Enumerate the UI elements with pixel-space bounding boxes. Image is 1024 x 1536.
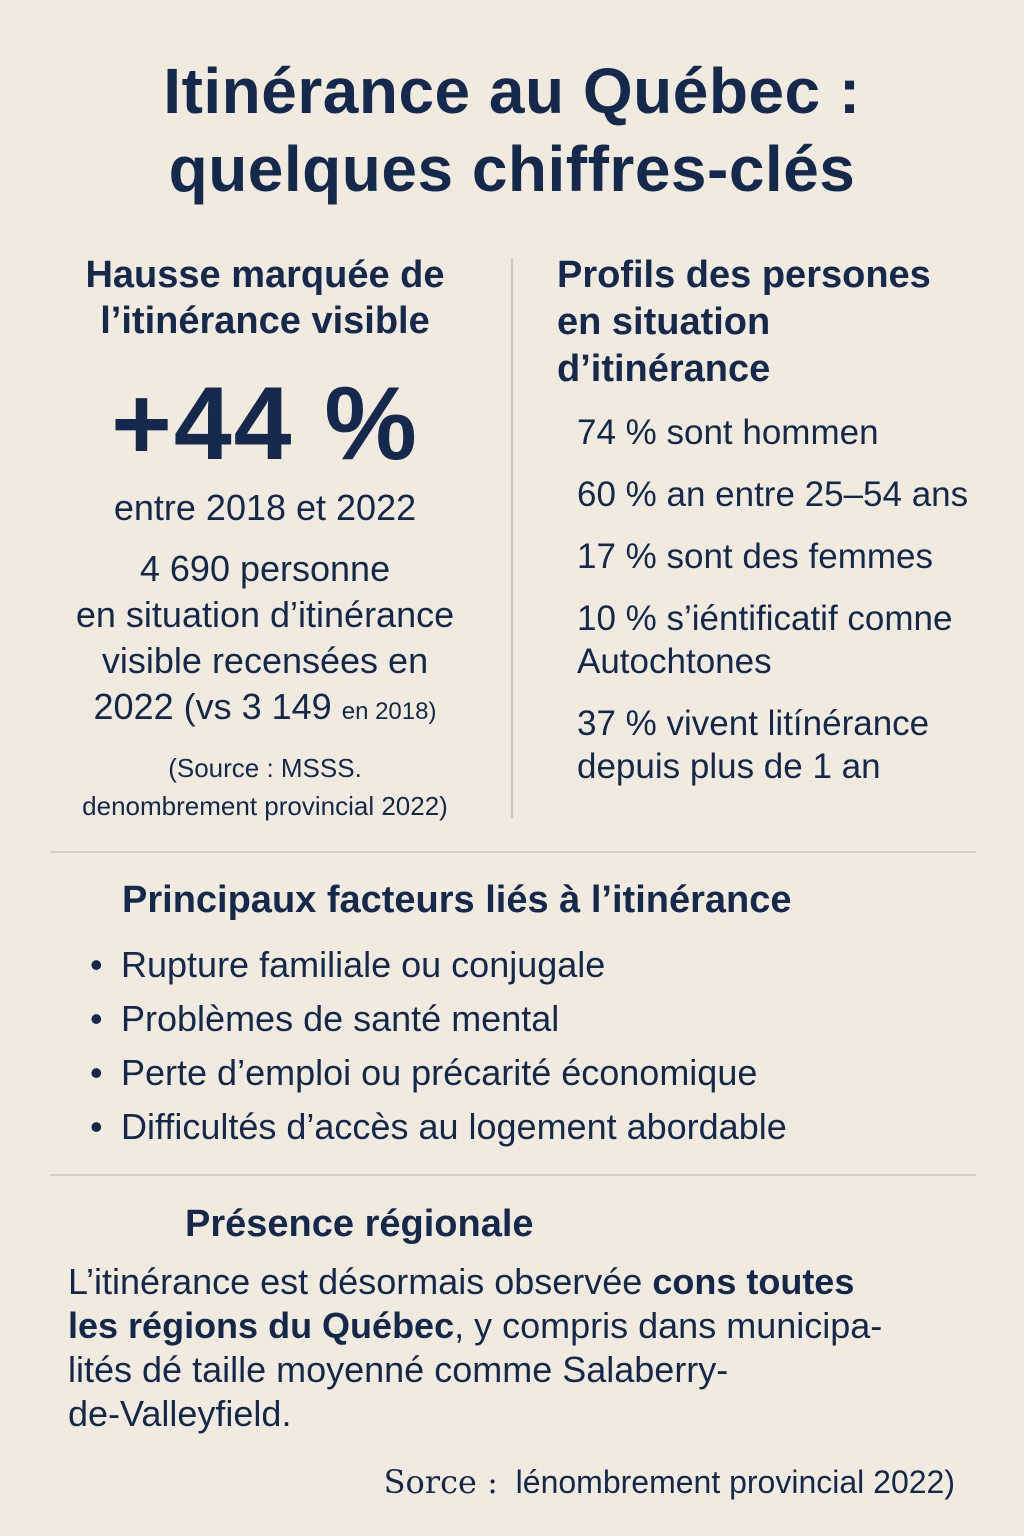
region-text-line-3: lités dé taille moyenné comme Salaberry- — [68, 1349, 729, 1390]
increase-percentage: +44 % — [111, 366, 419, 482]
profile-item — [577, 473, 1007, 516]
increase-heading-line-1: Hausse marquée de — [85, 254, 445, 296]
profile-list — [577, 411, 1007, 788]
profile-item — [577, 597, 1007, 683]
profile-item — [577, 535, 1007, 578]
factors-section — [90, 872, 990, 1154]
profiles-heading-line-3: d’itinérance — [557, 348, 771, 390]
census-count — [40, 546, 490, 735]
title-line-2: quelques chiffres-clés — [168, 133, 856, 205]
profile-item-text: 10 % s’iéntificatif comne — [577, 599, 953, 638]
profiles-heading — [557, 252, 1007, 393]
factor-item — [90, 1046, 990, 1100]
page-title — [0, 52, 1024, 208]
profile-item-text: 74 % sont hommen — [577, 413, 879, 452]
factor-item — [90, 938, 990, 992]
increase-period: entre 2018 et 2022 — [113, 487, 417, 528]
bullet-icon: • — [90, 944, 103, 985]
bullet-icon: • — [90, 1106, 103, 1147]
footer-source-label: Sorce : — [383, 1463, 498, 1501]
profile-item — [577, 702, 1007, 788]
region-text-line-4: de-Valleyfield. — [68, 1393, 292, 1434]
region-paragraph — [68, 1260, 968, 1436]
section-divider-1 — [50, 851, 976, 853]
census-count-line-1: 4 690 personne — [139, 548, 391, 589]
region-text-bold-1: cons toutes — [652, 1261, 855, 1302]
profile-item-text: 17 % sont des femmes — [577, 537, 933, 576]
regional-presence-section — [68, 1196, 968, 1436]
left-source-line-1: (Source : MSSS. — [168, 753, 362, 783]
increase-heading-line-2: l’itinérance visible — [100, 300, 430, 342]
census-count-year-note: en 2018) — [341, 698, 437, 725]
title-line-1: Itinérance au Québec : — [163, 55, 861, 127]
profile-item-text: 37 % vivent litínérance — [577, 704, 930, 743]
factor-item-text: Problèmes de santé mental — [121, 998, 560, 1039]
visible-homelessness-increase-section — [40, 252, 490, 825]
factor-item-text: Perte d’emploi ou précarité économique — [121, 1052, 758, 1093]
factor-item — [90, 992, 990, 1046]
section-divider-2 — [50, 1174, 976, 1176]
profiles-heading-line-1: Profils des persones — [557, 254, 931, 296]
bullet-icon: • — [90, 1052, 103, 1093]
profile-item-text-continued: depuis plus de 1 an — [577, 747, 881, 786]
factor-item — [90, 1100, 990, 1154]
column-divider — [511, 258, 513, 818]
factor-item-text: Difficultés d’accès au logement abordable — [121, 1106, 787, 1147]
census-count-line-2: en situation d’itinérance — [75, 594, 455, 635]
region-text-bold-2: les régions du Québec — [68, 1305, 455, 1346]
left-source-note — [40, 749, 490, 825]
profile-item-text-continued: Autochtones — [577, 642, 772, 681]
footer-source — [0, 1460, 955, 1504]
profiles-section — [557, 252, 1007, 807]
factors-heading: Principaux facteurs liés à l’itinérance — [122, 879, 792, 921]
region-text-continued: , y compris dans municipa- — [454, 1305, 883, 1346]
census-count-line-3: visible recensées en — [101, 640, 429, 681]
increase-heading — [40, 252, 490, 344]
profile-item — [577, 411, 1007, 454]
census-count-line-4: 2022 (vs 3 149 — [93, 686, 332, 727]
left-source-line-2: denombrement provincial 2022) — [82, 791, 448, 821]
region-heading: Présence régionale — [185, 1203, 534, 1245]
factor-list — [90, 938, 990, 1154]
bullet-icon: • — [90, 998, 103, 1039]
footer-source-text: lénombrement provincial 2022) — [515, 1464, 955, 1500]
profiles-heading-line-2: en situation — [557, 301, 771, 343]
region-text-start: L’itinérance est désormais observée — [68, 1261, 653, 1302]
factor-item-text: Rupture familiale ou conjugale — [121, 944, 606, 985]
profile-item-text: 60 % an entre 25–54 ans — [577, 475, 969, 514]
